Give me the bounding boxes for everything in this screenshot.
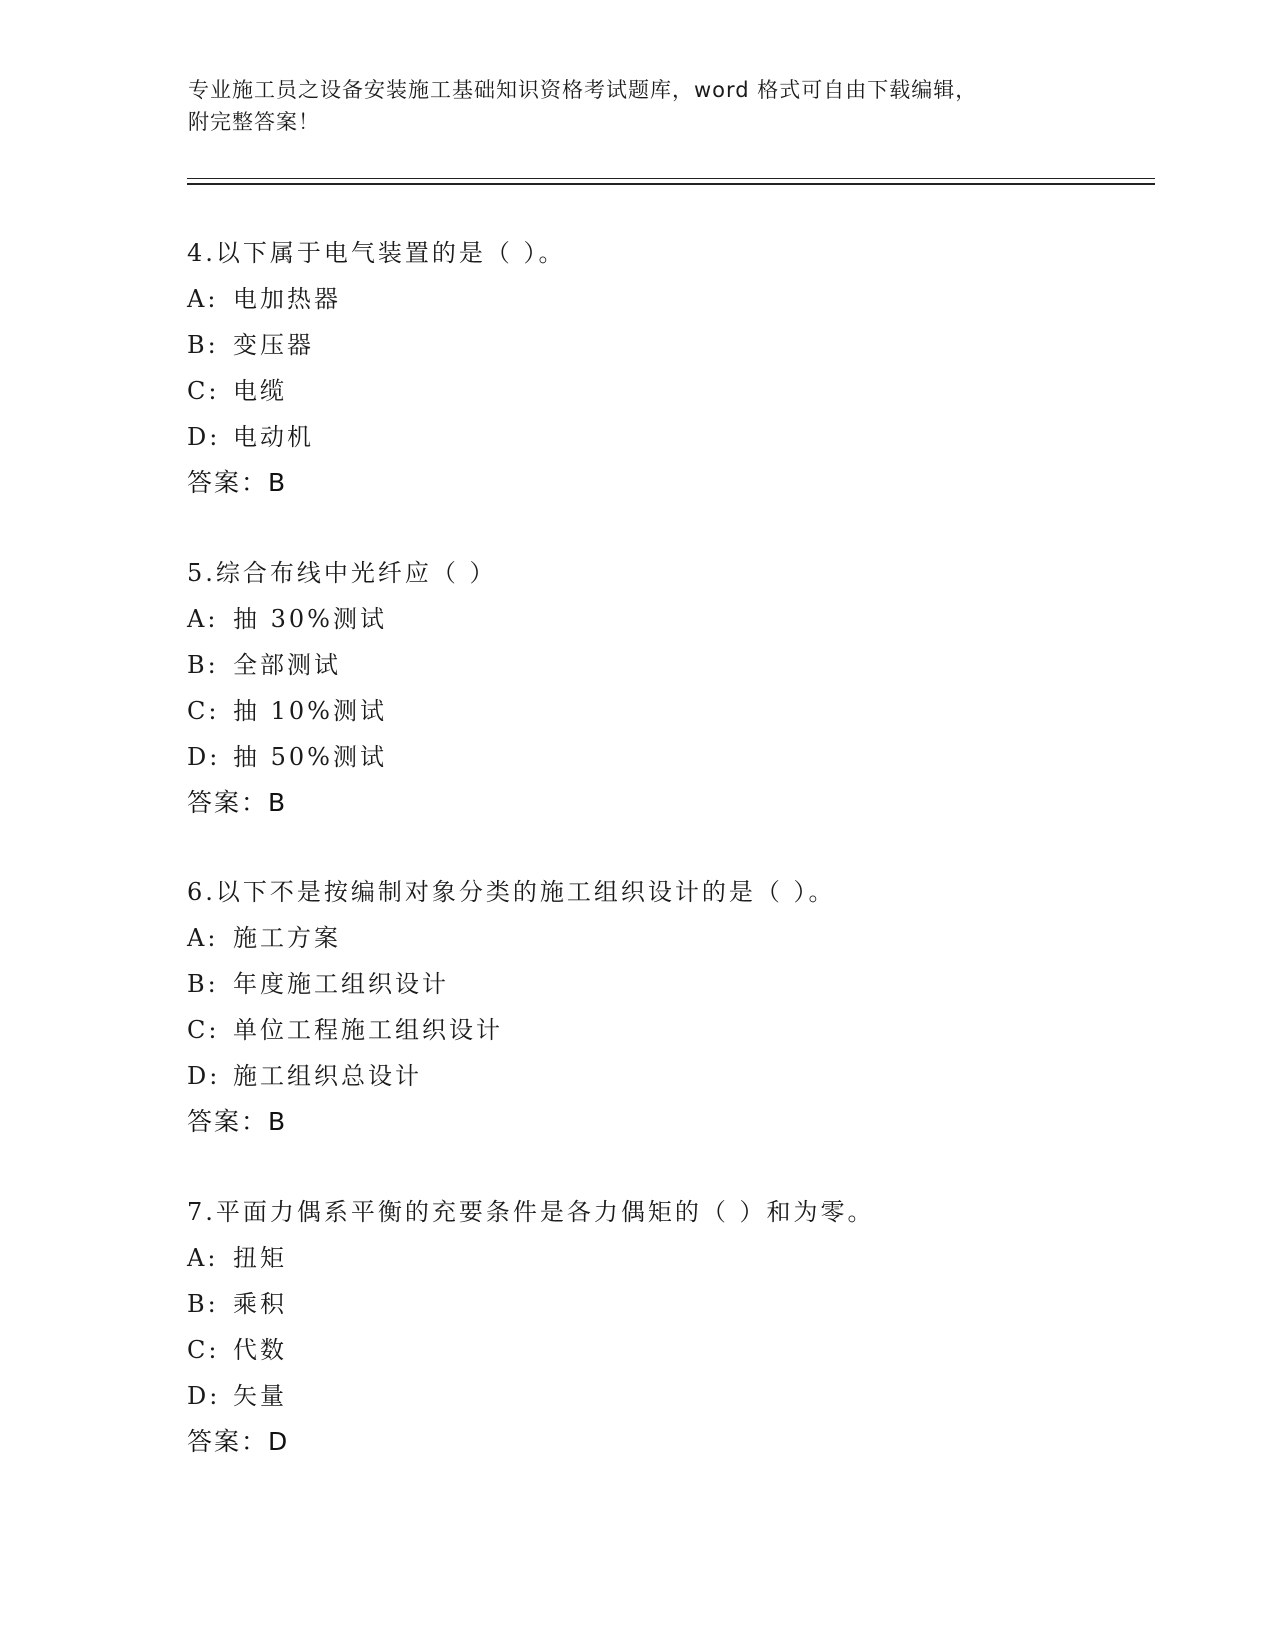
option-text: 抽 10%测试 bbox=[233, 697, 387, 725]
question-stem: 7.平面力偶系平衡的充要条件是各力偶矩的（ ）和为零。 bbox=[187, 1198, 875, 1226]
document-header bbox=[188, 74, 1088, 138]
option-key: A: bbox=[187, 605, 219, 633]
option-a bbox=[187, 596, 1147, 642]
option-key: C: bbox=[187, 697, 220, 725]
option-d bbox=[187, 414, 1147, 460]
option-key: A: bbox=[187, 285, 219, 313]
option-b bbox=[187, 961, 1147, 1007]
question-6 bbox=[187, 869, 1147, 1145]
header-line-1: 专业施工员之设备安装施工基础知识资格考试题库，word 格式可自由下载编辑， bbox=[188, 78, 978, 102]
option-d bbox=[187, 1373, 1147, 1419]
option-text: 单位工程施工组织设计 bbox=[233, 1016, 503, 1044]
option-key: C: bbox=[187, 1336, 220, 1364]
option-text: 电动机 bbox=[233, 423, 314, 451]
option-text: 抽 30%测试 bbox=[233, 605, 387, 633]
header-divider-thick bbox=[187, 183, 1155, 185]
option-c bbox=[187, 688, 1147, 734]
option-b bbox=[187, 322, 1147, 368]
option-a bbox=[187, 915, 1147, 961]
header-line-2: 附完整答案！ bbox=[188, 110, 320, 134]
question-5 bbox=[187, 550, 1147, 826]
option-a bbox=[187, 1235, 1147, 1281]
question-7 bbox=[187, 1189, 1147, 1465]
option-c bbox=[187, 368, 1147, 414]
option-text: 扭矩 bbox=[233, 1244, 287, 1272]
option-key: D: bbox=[187, 423, 221, 451]
question-stem: 4.以下属于电气装置的是（ ）。 bbox=[187, 239, 566, 267]
answer: 答案：B bbox=[187, 1107, 288, 1136]
option-c bbox=[187, 1007, 1147, 1053]
header-divider-thin bbox=[187, 178, 1155, 179]
option-key: D: bbox=[187, 1382, 221, 1410]
option-text: 矢量 bbox=[233, 1382, 287, 1410]
option-key: D: bbox=[187, 1062, 221, 1090]
option-key: B: bbox=[187, 651, 219, 679]
option-key: C: bbox=[187, 377, 220, 405]
question-stem: 5.综合布线中光纤应（ ） bbox=[187, 559, 497, 587]
option-key: D: bbox=[187, 743, 221, 771]
option-d bbox=[187, 734, 1147, 780]
option-d bbox=[187, 1053, 1147, 1099]
option-text: 施工方案 bbox=[233, 924, 341, 952]
answer: 答案：D bbox=[187, 1427, 290, 1456]
question-stem: 6.以下不是按编制对象分类的施工组织设计的是（ ）。 bbox=[187, 878, 836, 906]
option-key: A: bbox=[187, 924, 219, 952]
option-key: B: bbox=[187, 331, 219, 359]
answer: 答案：B bbox=[187, 788, 288, 817]
option-text: 电缆 bbox=[233, 377, 287, 405]
question-4 bbox=[187, 230, 1147, 506]
option-text: 施工组织总设计 bbox=[233, 1062, 422, 1090]
option-text: 变压器 bbox=[233, 331, 314, 359]
option-key: A: bbox=[187, 1244, 219, 1272]
option-text: 抽 50%测试 bbox=[233, 743, 387, 771]
option-text: 电加热器 bbox=[233, 285, 341, 313]
option-text: 全部测试 bbox=[233, 651, 341, 679]
option-c bbox=[187, 1327, 1147, 1373]
option-a bbox=[187, 276, 1147, 322]
option-b bbox=[187, 1281, 1147, 1327]
option-key: C: bbox=[187, 1016, 220, 1044]
answer: 答案：B bbox=[187, 468, 288, 497]
option-text: 年度施工组织设计 bbox=[233, 970, 449, 998]
option-text: 乘积 bbox=[233, 1290, 287, 1318]
option-text: 代数 bbox=[233, 1336, 287, 1364]
option-key: B: bbox=[187, 970, 219, 998]
option-b bbox=[187, 642, 1147, 688]
option-key: B: bbox=[187, 1290, 219, 1318]
